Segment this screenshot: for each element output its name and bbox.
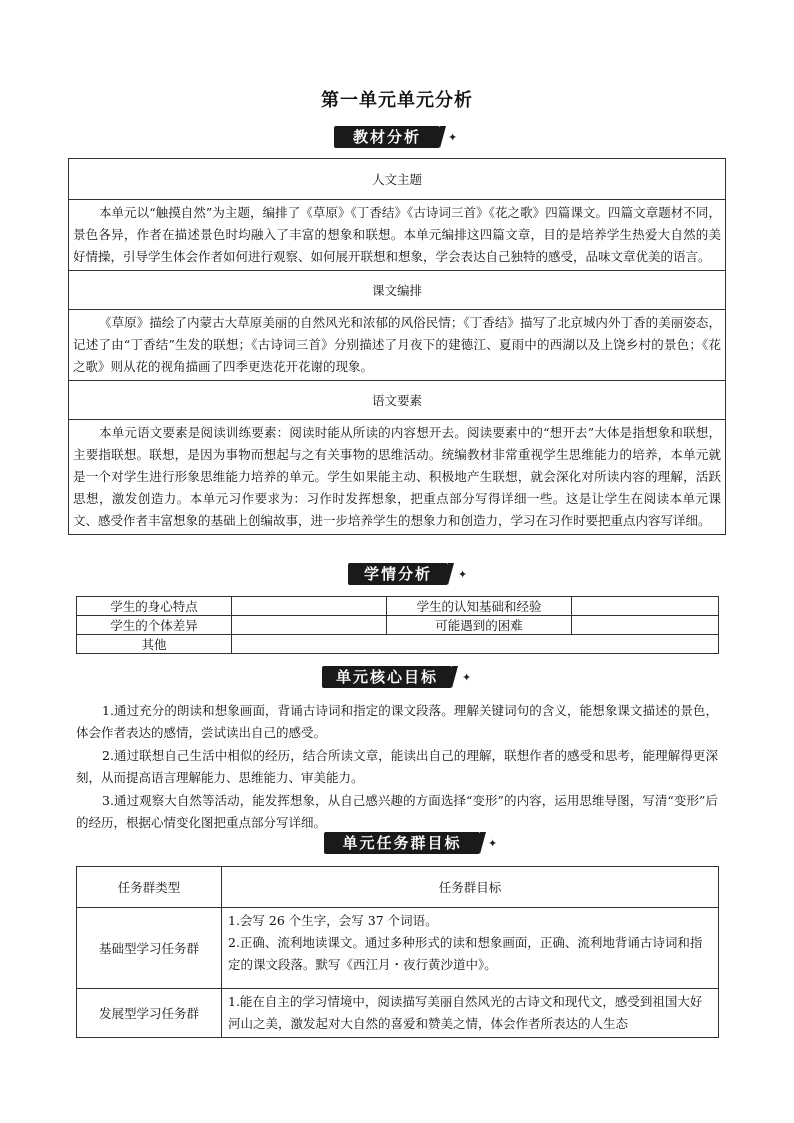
table-header: 任务群目标 [222,867,719,908]
table-cell: 本单元语文要素是阅读训练要素：阅读时能从所读的内容想开去。阅读要素中的“想开去”大体是指想象和联想，主要指联想。联想，是因为事物而想起与之有关事物的思维活动。统编教材非常重视学生思维能力的培养，本单元就是一个对学生进行形象思维能力培养的单元。学生如果能主动、积极地产生联想，就会深化对所读内容的理解，活跃思想，激发创造力。本单元习作要求为：习作时发挥想象，把重点部分写得详细一些。这是让学生在阅读本单元课文、感受作者丰富想象的基础上创编故事，进一步培养学生的想象力和创造力，学习在习作时要把重点内容写详细。 [69,420,726,535]
table-cell: 学生的个体差异 [77,616,232,635]
table-header: 语文要素 [69,381,726,420]
table-cell[interactable] [572,597,719,616]
list-item: 2.正确、流利地读课文。通过多种形式的读和想象画面，正确、流利地背诵古诗词和指定的课文段落。默写《西江月・夜行黄沙道中》。 [228,935,703,972]
list-item: 1.会写 26 个生字，会写 37 个词语。 [228,913,438,928]
table-cell[interactable] [232,616,387,635]
table-cell[interactable] [232,597,387,616]
list-item: 3.通过观察大自然等活动，能发挥想象，从自己感兴趣的方面选择“变形”的内容，运用思维导图，写清“变形”后的经历，根据心情变化图把重点部分写详细。 [76,793,718,830]
textbook-analysis-table [68,158,726,535]
table-cell: 基础型学习任务群 [77,908,222,989]
page-title: 第一单元单元分析 [321,90,473,111]
table-cell: 可能遇到的困难 [387,616,572,635]
sparkle-icon: ✦ [458,568,468,581]
core-goals-list [76,700,718,835]
table-cell: 《草原》描绘了内蒙古大草原美丽的自然风光和浓郁的风俗民情；《丁香结》描写了北京城内外丁香的美丽姿态，记述了由“丁香结”生发的联想；《古诗词三首》分别描述了月夜下的建德江、夏雨中的西湖以及上饶乡村的景色；《花之歌》则从花的视角描画了四季更迭花开花谢的现象。 [69,310,726,381]
list-item: 2.通过联想自己生活中相似的经历，结合所读文章，能读出自己的理解，联想作者的感受和思考，能理解得更深刻，从而提高语言理解能力、思维能力、审美能力。 [76,748,718,785]
table-cell: 其他 [77,635,232,654]
table-cell: 学生的认知基础和经验 [387,597,572,616]
section-title: 教材分析 [334,126,440,148]
table-cell[interactable] [232,635,719,654]
sparkle-icon: ✦ [488,837,498,850]
section-banner-core-goals [322,666,482,688]
list-item: 1.通过充分的朗读和想象画面，背诵古诗词和指定的课文段落。理解关键词句的含义，能想象课文描述的景色，体会作者表达的感情，尝试读出自己的感受。 [76,703,718,740]
sparkle-icon: ✦ [448,131,458,144]
section-banner-textbook [334,126,464,148]
table-cell: 学生的身心特点 [77,597,232,616]
task-group-table [76,866,719,1038]
table-cell: 发展型学习任务群 [77,989,222,1038]
table-cell: 本单元以“触摸自然”为主题，编排了《草原》《丁香结》《古诗词三首》《花之歌》四篇课文。四篇文章题材不同，景色各异，作者在描述景色时均融入了丰富的想象和联想。本单元编排这四篇文章，目的是培养学生热爱大自然的美好情操，引导学生体会作者如何进行观察、如何展开联想和想象，学会表达自己独特的感受，品味文章优美的语言。 [69,200,726,271]
section-banner-learner [348,563,478,585]
section-title: 学情分析 [348,563,448,585]
table-header: 任务群类型 [77,867,222,908]
list-item: 1.能在自主的学习情境中，阅读描写美丽自然风光的古诗文和现代文，感受到祖国大好河山之美，激发起对大自然的喜爱和赞美之情，体会作者所表达的人生态 [228,994,703,1031]
sparkle-icon: ✦ [462,671,472,684]
section-title: 单元核心目标 [322,666,452,688]
table-cell [222,989,719,1038]
table-cell[interactable] [572,616,719,635]
table-header: 课文编排 [69,271,726,310]
learner-analysis-table [76,596,719,654]
table-cell [222,908,719,989]
section-banner-task-goals [324,832,504,854]
section-title: 单元任务群目标 [324,832,480,854]
table-header: 人文主题 [69,159,726,200]
